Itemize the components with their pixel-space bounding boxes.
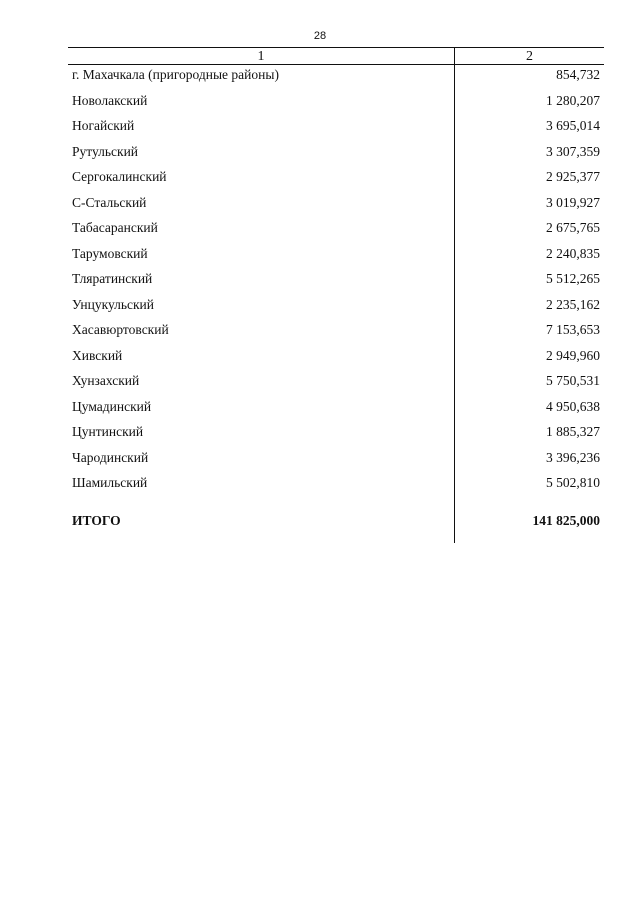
district-amount: 4 950,638 [546,398,600,414]
district-amount: 2 240,835 [546,245,600,261]
district-name: Хасавюртовский [72,322,169,337]
table-row [68,397,604,423]
district-amount: 5 502,810 [546,475,600,490]
district-name: С-Стальский [72,194,147,210]
table-row [68,448,604,474]
column-header-2: 2 [526,49,533,64]
district-name: Хивский [72,347,123,363]
district-name: Тарумовский [72,245,148,261]
district-name: Тляратинский [72,271,153,286]
table-row [68,65,604,91]
table-row [68,218,604,244]
total-row [68,509,604,531]
district-name: Цунтинский [72,424,144,439]
table-row [68,193,604,219]
district-name: Шамильский [72,475,148,490]
district-name: Сергокалинский [72,169,167,184]
table-row [68,167,604,193]
district-amount: 3 019,927 [546,194,600,210]
total-label: ИТОГО [72,513,121,528]
table-row [68,422,604,448]
table-row [68,295,604,321]
district-amount: 7 153,653 [546,322,600,337]
table-row [68,244,604,270]
page-number: 28 [313,30,327,42]
district-name: Рутульский [72,143,139,159]
district-name: Цумадинский [72,398,152,414]
district-amount: 5 512,265 [546,271,600,286]
table-row [68,269,604,295]
district-amount: 2 925,377 [546,169,600,184]
total-amount: 141 825,000 [532,513,600,528]
district-name: Унцукульский [72,296,154,312]
district-amount: 2 675,765 [546,220,600,235]
column-header-1: 1 [257,49,265,64]
table-row [68,346,604,372]
table-row [68,320,604,346]
table-row [68,473,604,499]
table-body [68,65,604,499]
table-row [68,371,604,397]
district-name: Табасаранский [72,220,158,235]
district-amount: 1 280,207 [546,92,600,108]
district-amount: 3 396,236 [546,449,600,465]
district-amount: 2 949,960 [546,347,600,363]
table-row [68,142,604,168]
district-name: Новолакский [72,92,148,108]
district-amount: 5 750,531 [546,373,600,388]
district-name: Чародинский [72,449,149,465]
district-amount: 2 235,162 [546,296,600,312]
district-name: Хунзахский [72,373,140,388]
table-row [68,91,604,117]
district-amount: 1 885,327 [546,424,600,439]
district-amount: 3 307,359 [546,143,600,159]
district-amount: 854,732 [556,67,600,82]
district-name: Ногайский [72,118,135,133]
district-name: г. Махачкала (пригородные районы) [72,67,279,82]
district-table [68,47,604,543]
table-row [68,116,604,142]
district-amount: 3 695,014 [546,118,600,133]
